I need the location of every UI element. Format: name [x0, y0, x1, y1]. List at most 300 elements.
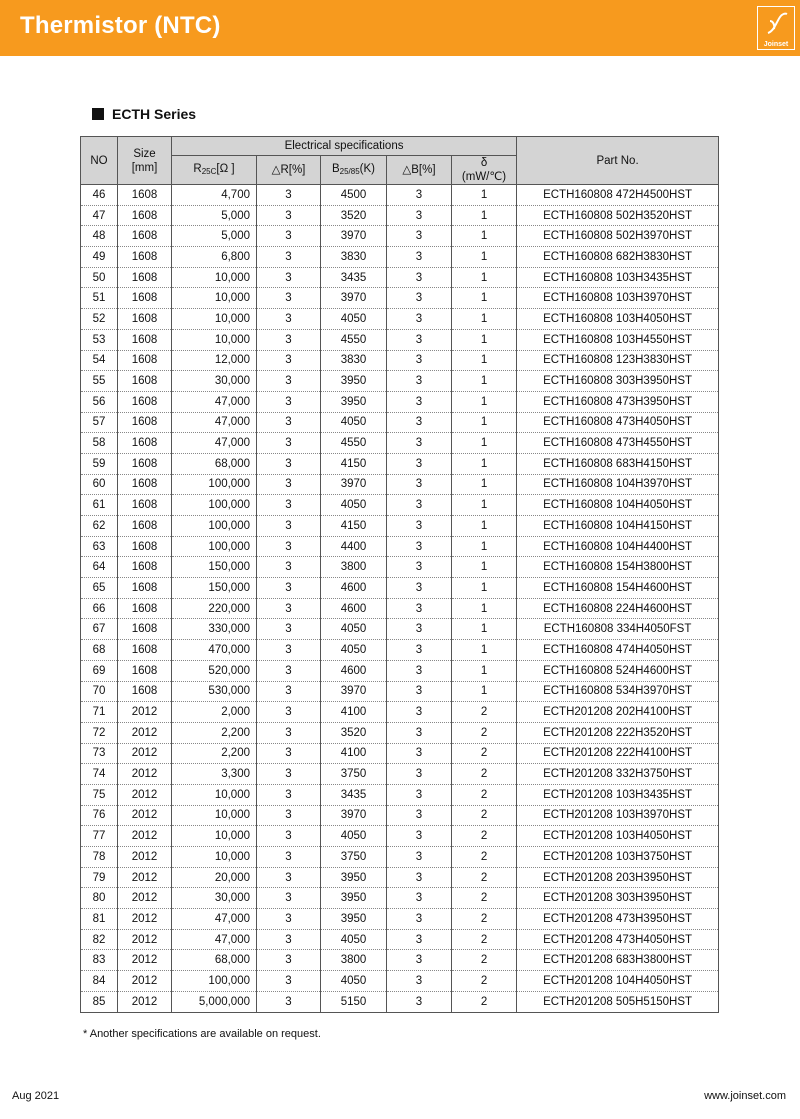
cell-part-no: ECTH160808 524H4600HST [517, 660, 719, 681]
cell-no: 70 [81, 681, 118, 702]
cell-r25: 68,000 [172, 453, 257, 474]
header-delta-r: △R[%] [257, 156, 321, 185]
cell-no: 56 [81, 391, 118, 412]
cell-dissipation: 1 [452, 516, 517, 537]
cell-delta-r: 3 [257, 722, 321, 743]
cell-delta-b: 3 [387, 516, 452, 537]
cell-dissipation: 2 [452, 805, 517, 826]
cell-r25: 100,000 [172, 495, 257, 516]
table-row [81, 640, 719, 661]
cell-no: 77 [81, 826, 118, 847]
cell-part-no: ECTH201208 505H5150HST [517, 991, 719, 1012]
cell-dissipation: 1 [452, 536, 517, 557]
cell-r25: 10,000 [172, 309, 257, 330]
cell-dissipation: 2 [452, 764, 517, 785]
cell-size: 2012 [118, 909, 172, 930]
cell-b: 4550 [321, 329, 387, 350]
cell-size: 1608 [118, 474, 172, 495]
cell-delta-b: 3 [387, 226, 452, 247]
cell-part-no: ECTH201208 202H4100HST [517, 702, 719, 723]
cell-delta-b: 3 [387, 247, 452, 268]
cell-b: 4600 [321, 660, 387, 681]
cell-part-no: ECTH160808 224H4600HST [517, 598, 719, 619]
header-dissipation-symbol: δ [480, 157, 488, 169]
joinset-logo-icon [760, 9, 792, 39]
cell-no: 52 [81, 309, 118, 330]
header-r25-unit: [Ω ] [216, 162, 235, 175]
cell-delta-r: 3 [257, 536, 321, 557]
cell-delta-b: 3 [387, 309, 452, 330]
cell-delta-b: 3 [387, 288, 452, 309]
cell-r25: 100,000 [172, 474, 257, 495]
cell-b: 4050 [321, 309, 387, 330]
cell-size: 1608 [118, 288, 172, 309]
cell-dissipation: 2 [452, 722, 517, 743]
cell-part-no: ECTH160808 104H4400HST [517, 536, 719, 557]
cell-no: 66 [81, 598, 118, 619]
cell-r25: 30,000 [172, 888, 257, 909]
table-row [81, 929, 719, 950]
cell-delta-b: 3 [387, 578, 452, 599]
table-row [81, 226, 719, 247]
cell-dissipation: 2 [452, 950, 517, 971]
cell-delta-b: 3 [387, 660, 452, 681]
cell-dissipation: 1 [452, 185, 517, 206]
cell-dissipation: 1 [452, 619, 517, 640]
cell-delta-b: 3 [387, 909, 452, 930]
cell-dissipation: 1 [452, 598, 517, 619]
table-row [81, 888, 719, 909]
cell-b: 4050 [321, 619, 387, 640]
table-row [81, 971, 719, 992]
cell-part-no: ECTH201208 303H3950HST [517, 888, 719, 909]
cell-part-no: ECTH201208 473H3950HST [517, 909, 719, 930]
cell-r25: 5,000 [172, 205, 257, 226]
cell-delta-b: 3 [387, 557, 452, 578]
cell-b: 3520 [321, 722, 387, 743]
cell-size: 1608 [118, 681, 172, 702]
cell-r25: 5,000 [172, 226, 257, 247]
cell-r25: 10,000 [172, 784, 257, 805]
cell-no: 84 [81, 971, 118, 992]
cell-r25: 47,000 [172, 433, 257, 454]
cell-delta-b: 3 [387, 412, 452, 433]
table-row [81, 578, 719, 599]
cell-dissipation: 2 [452, 888, 517, 909]
cell-delta-b: 3 [387, 329, 452, 350]
cell-size: 2012 [118, 702, 172, 723]
cell-part-no: ECTH160808 534H3970HST [517, 681, 719, 702]
cell-size: 1608 [118, 660, 172, 681]
cell-delta-r: 3 [257, 433, 321, 454]
cell-delta-r: 3 [257, 640, 321, 661]
cell-r25: 2,000 [172, 702, 257, 723]
cell-part-no: ECTH201208 222H3520HST [517, 722, 719, 743]
cell-b: 3970 [321, 226, 387, 247]
cell-delta-r: 3 [257, 309, 321, 330]
cell-delta-r: 3 [257, 205, 321, 226]
cell-delta-r: 3 [257, 950, 321, 971]
cell-part-no: ECTH160808 474H4050HST [517, 640, 719, 661]
cell-dissipation: 1 [452, 288, 517, 309]
cell-part-no: ECTH160808 103H4050HST [517, 309, 719, 330]
header-dissipation [452, 156, 517, 185]
cell-delta-b: 3 [387, 474, 452, 495]
table-row [81, 309, 719, 330]
cell-dissipation: 1 [452, 557, 517, 578]
cell-no: 53 [81, 329, 118, 350]
cell-size: 1608 [118, 433, 172, 454]
cell-b: 3970 [321, 474, 387, 495]
cell-part-no: ECTH160808 123H3830HST [517, 350, 719, 371]
table-row [81, 433, 719, 454]
header-b-main: B [331, 162, 340, 175]
cell-no: 63 [81, 536, 118, 557]
cell-size: 2012 [118, 929, 172, 950]
cell-dissipation: 2 [452, 929, 517, 950]
cell-part-no: ECTH160808 103H3435HST [517, 267, 719, 288]
table-row [81, 805, 719, 826]
cell-delta-b: 3 [387, 702, 452, 723]
table-row [81, 784, 719, 805]
cell-delta-r: 3 [257, 226, 321, 247]
header-size-label: Size [133, 147, 156, 160]
table-row [81, 371, 719, 392]
cell-no: 81 [81, 909, 118, 930]
table-row [81, 557, 719, 578]
cell-r25: 150,000 [172, 557, 257, 578]
cell-r25: 100,000 [172, 971, 257, 992]
cell-delta-r: 3 [257, 350, 321, 371]
cell-r25: 150,000 [172, 578, 257, 599]
cell-size: 1608 [118, 453, 172, 474]
table-row [81, 743, 719, 764]
page-title: Thermistor (NTC) [20, 12, 221, 39]
cell-delta-b: 3 [387, 991, 452, 1012]
cell-no: 62 [81, 516, 118, 537]
cell-delta-r: 3 [257, 329, 321, 350]
cell-dissipation: 2 [452, 991, 517, 1012]
header-b-sub: 25/85 [339, 166, 360, 176]
cell-no: 49 [81, 247, 118, 268]
cell-no: 55 [81, 371, 118, 392]
cell-delta-b: 3 [387, 536, 452, 557]
cell-size: 2012 [118, 722, 172, 743]
cell-no: 50 [81, 267, 118, 288]
cell-delta-r: 3 [257, 971, 321, 992]
header-dissipation-unit: (mW/℃) [461, 171, 507, 183]
cell-r25: 10,000 [172, 847, 257, 868]
cell-part-no: ECTH160808 104H3970HST [517, 474, 719, 495]
header-b-unit: (K) [359, 162, 376, 175]
cell-dissipation: 2 [452, 784, 517, 805]
cell-no: 68 [81, 640, 118, 661]
cell-dissipation: 1 [452, 226, 517, 247]
cell-part-no: ECTH160808 473H4050HST [517, 412, 719, 433]
cell-no: 74 [81, 764, 118, 785]
cell-delta-b: 3 [387, 950, 452, 971]
cell-dissipation: 2 [452, 743, 517, 764]
cell-r25: 10,000 [172, 805, 257, 826]
cell-delta-b: 3 [387, 371, 452, 392]
header-part-no: Part No. [517, 137, 719, 185]
cell-b: 5150 [321, 991, 387, 1012]
cell-b: 4100 [321, 743, 387, 764]
cell-delta-r: 3 [257, 247, 321, 268]
cell-delta-b: 3 [387, 453, 452, 474]
cell-dissipation: 1 [452, 329, 517, 350]
cell-size: 2012 [118, 971, 172, 992]
cell-dissipation: 2 [452, 847, 517, 868]
table-row [81, 205, 719, 226]
cell-no: 61 [81, 495, 118, 516]
table-row [81, 764, 719, 785]
cell-no: 78 [81, 847, 118, 868]
cell-delta-r: 3 [257, 619, 321, 640]
table-row [81, 329, 719, 350]
cell-delta-r: 3 [257, 867, 321, 888]
cell-delta-b: 3 [387, 826, 452, 847]
cell-no: 80 [81, 888, 118, 909]
cell-no: 58 [81, 433, 118, 454]
cell-dissipation: 2 [452, 971, 517, 992]
cell-no: 75 [81, 784, 118, 805]
header-b-constant [321, 156, 387, 185]
cell-delta-r: 3 [257, 267, 321, 288]
spec-table [80, 136, 719, 1013]
cell-part-no: ECTH160808 473H3950HST [517, 391, 719, 412]
cell-part-no: ECTH160808 334H4050FST [517, 619, 719, 640]
cell-no: 57 [81, 412, 118, 433]
cell-size: 2012 [118, 743, 172, 764]
cell-delta-r: 3 [257, 578, 321, 599]
cell-part-no: ECTH160808 502H3520HST [517, 205, 719, 226]
cell-no: 54 [81, 350, 118, 371]
cell-b: 4050 [321, 412, 387, 433]
cell-delta-b: 3 [387, 722, 452, 743]
cell-dissipation: 2 [452, 867, 517, 888]
table-row [81, 288, 719, 309]
cell-b: 3800 [321, 557, 387, 578]
cell-b: 4150 [321, 453, 387, 474]
table-row [81, 598, 719, 619]
cell-delta-r: 3 [257, 826, 321, 847]
cell-delta-b: 3 [387, 743, 452, 764]
cell-size: 1608 [118, 578, 172, 599]
cell-delta-r: 3 [257, 991, 321, 1012]
cell-b: 4050 [321, 971, 387, 992]
cell-dissipation: 1 [452, 267, 517, 288]
cell-r25: 10,000 [172, 288, 257, 309]
cell-dissipation: 1 [452, 433, 517, 454]
table-row [81, 350, 719, 371]
cell-no: 85 [81, 991, 118, 1012]
cell-b: 3520 [321, 205, 387, 226]
cell-size: 1608 [118, 412, 172, 433]
cell-b: 4050 [321, 929, 387, 950]
cell-dissipation: 1 [452, 474, 517, 495]
cell-delta-r: 3 [257, 929, 321, 950]
cell-dissipation: 1 [452, 681, 517, 702]
cell-part-no: ECTH201208 222H4100HST [517, 743, 719, 764]
cell-b: 3830 [321, 247, 387, 268]
cell-b: 4600 [321, 598, 387, 619]
cell-r25: 4,700 [172, 185, 257, 206]
cell-delta-b: 3 [387, 805, 452, 826]
cell-part-no: ECTH201208 103H3435HST [517, 784, 719, 805]
cell-b: 4050 [321, 640, 387, 661]
cell-delta-b: 3 [387, 598, 452, 619]
cell-b: 3950 [321, 867, 387, 888]
cell-r25: 47,000 [172, 412, 257, 433]
cell-size: 1608 [118, 205, 172, 226]
cell-no: 67 [81, 619, 118, 640]
cell-delta-r: 3 [257, 474, 321, 495]
cell-size: 1608 [118, 619, 172, 640]
cell-size: 1608 [118, 309, 172, 330]
cell-no: 51 [81, 288, 118, 309]
cell-b: 3750 [321, 764, 387, 785]
header-r25-sub: 25C [201, 166, 217, 176]
cell-dissipation: 1 [452, 309, 517, 330]
cell-size: 2012 [118, 764, 172, 785]
cell-size: 1608 [118, 185, 172, 206]
table-row [81, 495, 719, 516]
cell-dissipation: 2 [452, 702, 517, 723]
cell-dissipation: 1 [452, 205, 517, 226]
cell-r25: 100,000 [172, 516, 257, 537]
cell-b: 4050 [321, 826, 387, 847]
cell-size: 2012 [118, 847, 172, 868]
cell-delta-r: 3 [257, 557, 321, 578]
cell-size: 1608 [118, 516, 172, 537]
cell-delta-b: 3 [387, 640, 452, 661]
cell-b: 3950 [321, 391, 387, 412]
table-row [81, 826, 719, 847]
cell-delta-b: 3 [387, 391, 452, 412]
cell-delta-r: 3 [257, 288, 321, 309]
cell-dissipation: 1 [452, 660, 517, 681]
series-heading [92, 106, 196, 122]
table-row [81, 991, 719, 1012]
cell-no: 71 [81, 702, 118, 723]
table-row [81, 247, 719, 268]
cell-part-no: ECTH160808 104H4050HST [517, 495, 719, 516]
cell-no: 64 [81, 557, 118, 578]
cell-delta-b: 3 [387, 971, 452, 992]
cell-size: 2012 [118, 826, 172, 847]
cell-dissipation: 1 [452, 453, 517, 474]
cell-delta-r: 3 [257, 909, 321, 930]
cell-b: 3950 [321, 371, 387, 392]
cell-r25: 5,000,000 [172, 991, 257, 1012]
cell-r25: 2,200 [172, 722, 257, 743]
cell-size: 1608 [118, 329, 172, 350]
cell-size: 2012 [118, 950, 172, 971]
cell-delta-b: 3 [387, 433, 452, 454]
cell-delta-r: 3 [257, 412, 321, 433]
series-title: ECTH Series [112, 106, 197, 122]
cell-delta-b: 3 [387, 681, 452, 702]
cell-part-no: ECTH160808 303H3950HST [517, 371, 719, 392]
cell-delta-r: 3 [257, 888, 321, 909]
cell-b: 3830 [321, 350, 387, 371]
square-bullet-icon [92, 108, 104, 120]
cell-dissipation: 1 [452, 350, 517, 371]
cell-size: 2012 [118, 805, 172, 826]
cell-size: 1608 [118, 495, 172, 516]
cell-dissipation: 1 [452, 247, 517, 268]
header-delta-b: △B[%] [387, 156, 452, 185]
cell-part-no: ECTH201208 103H3970HST [517, 805, 719, 826]
cell-part-no: ECTH160808 473H4550HST [517, 433, 719, 454]
cell-no: 46 [81, 185, 118, 206]
cell-b: 3950 [321, 909, 387, 930]
table-row [81, 950, 719, 971]
cell-b: 3435 [321, 267, 387, 288]
cell-r25: 6,800 [172, 247, 257, 268]
cell-part-no: ECTH160808 154H4600HST [517, 578, 719, 599]
cell-no: 79 [81, 867, 118, 888]
cell-r25: 220,000 [172, 598, 257, 619]
cell-dissipation: 2 [452, 826, 517, 847]
cell-part-no: ECTH201208 683H3800HST [517, 950, 719, 971]
cell-no: 83 [81, 950, 118, 971]
cell-part-no: ECTH201208 203H3950HST [517, 867, 719, 888]
cell-part-no: ECTH160808 103H4550HST [517, 329, 719, 350]
cell-b: 4500 [321, 185, 387, 206]
cell-size: 1608 [118, 350, 172, 371]
cell-delta-r: 3 [257, 660, 321, 681]
table-row [81, 453, 719, 474]
cell-dissipation: 2 [452, 909, 517, 930]
cell-part-no: ECTH160808 103H3970HST [517, 288, 719, 309]
cell-b: 3800 [321, 950, 387, 971]
cell-delta-r: 3 [257, 391, 321, 412]
table-row [81, 412, 719, 433]
cell-no: 47 [81, 205, 118, 226]
cell-delta-b: 3 [387, 888, 452, 909]
cell-delta-b: 3 [387, 764, 452, 785]
cell-size: 1608 [118, 598, 172, 619]
cell-r25: 3,300 [172, 764, 257, 785]
table-row [81, 702, 719, 723]
cell-dissipation: 1 [452, 391, 517, 412]
cell-r25: 10,000 [172, 267, 257, 288]
cell-part-no: ECTH201208 103H4050HST [517, 826, 719, 847]
cell-delta-r: 3 [257, 702, 321, 723]
cell-b: 4150 [321, 516, 387, 537]
cell-delta-r: 3 [257, 371, 321, 392]
footnote: * Another specifications are available on request. [83, 1028, 321, 1040]
cell-r25: 520,000 [172, 660, 257, 681]
cell-delta-b: 3 [387, 495, 452, 516]
cell-part-no: ECTH160808 683H4150HST [517, 453, 719, 474]
cell-b: 3435 [321, 784, 387, 805]
cell-r25: 68,000 [172, 950, 257, 971]
cell-part-no: ECTH201208 103H3750HST [517, 847, 719, 868]
cell-dissipation: 1 [452, 371, 517, 392]
joinset-logo [757, 6, 795, 50]
cell-no: 69 [81, 660, 118, 681]
cell-delta-r: 3 [257, 847, 321, 868]
cell-part-no: ECTH201208 332H3750HST [517, 764, 719, 785]
cell-b: 4550 [321, 433, 387, 454]
table-row [81, 185, 719, 206]
table-row [81, 474, 719, 495]
cell-delta-b: 3 [387, 867, 452, 888]
cell-part-no: ECTH160808 154H3800HST [517, 557, 719, 578]
